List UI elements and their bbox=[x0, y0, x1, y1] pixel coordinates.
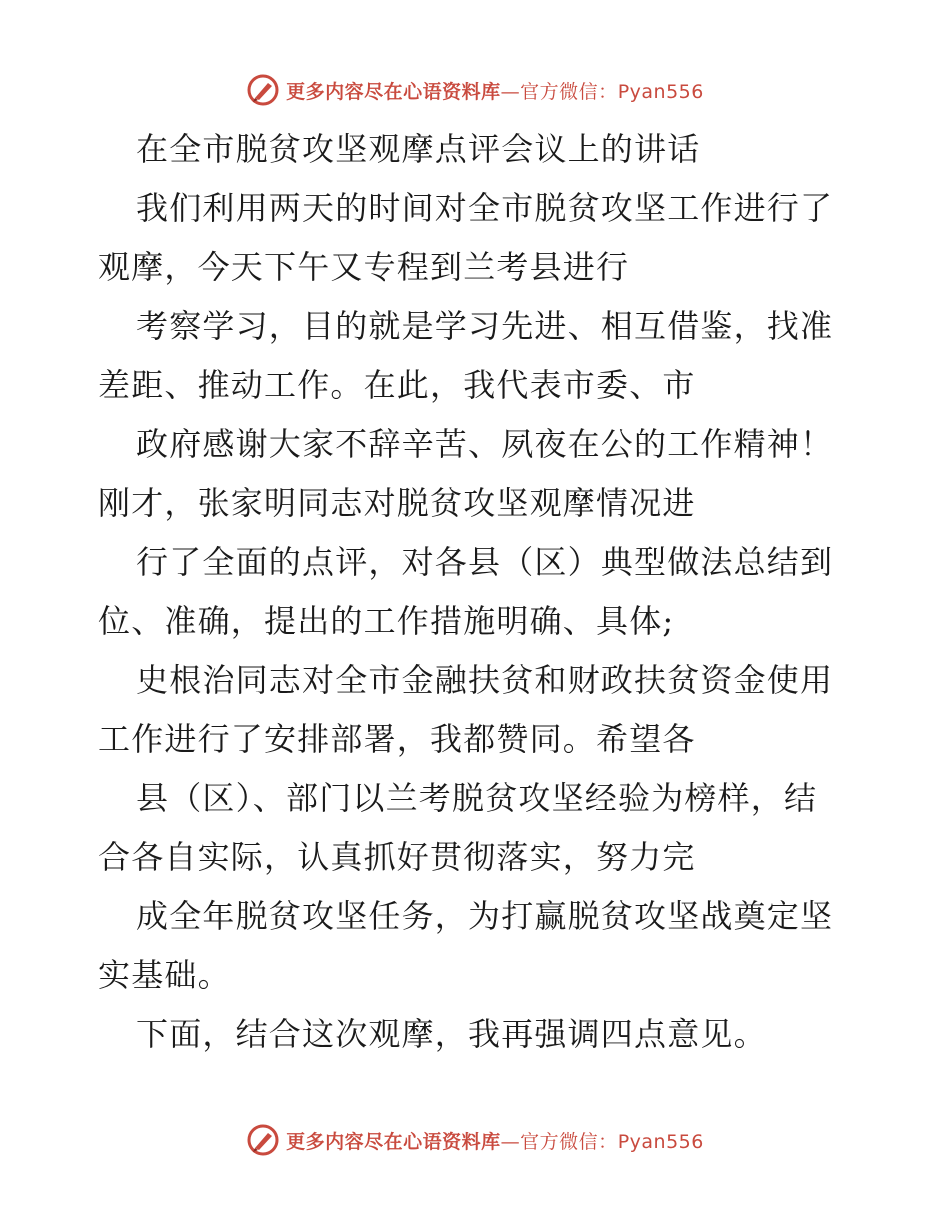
pen-logo-icon bbox=[246, 1123, 280, 1157]
paragraph-line: 考察学习，目的就是学习先进、相互借鉴，找准 bbox=[136, 307, 834, 345]
paragraph-line: 刚才，张家明同志对脱贫攻坚观摩情况进 bbox=[98, 484, 696, 522]
watermark-text: 更多内容尽在心语资料库—官方微信：Pyan556 bbox=[286, 80, 704, 103]
watermark-text: 更多内容尽在心语资料库—官方微信：Pyan556 bbox=[286, 1130, 704, 1153]
paragraph-line: 合各自实际，认真抓好贯彻落实，努力完 bbox=[98, 838, 696, 876]
paragraph-line: 史根治同志对全市金融扶贫和财政扶贫资金使用 bbox=[136, 661, 834, 699]
paragraph-line: 成全年脱贫攻坚任务，为打赢脱贫攻坚战奠定坚 bbox=[136, 897, 834, 935]
watermark-footer bbox=[0, 1120, 950, 1160]
paragraph-line: 位、准确，提出的工作措施明确、具体; bbox=[98, 602, 675, 640]
paragraph-line: 下面，结合这次观摩，我再强调四点意见。 bbox=[136, 1015, 767, 1053]
paragraph-line: 观摩，今天下午又专程到兰考县进行 bbox=[98, 248, 630, 286]
pen-logo-icon bbox=[246, 73, 280, 107]
watermark-header bbox=[0, 70, 950, 110]
document-title: 在全市脱贫攻坚观摩点评会议上的讲话 bbox=[136, 130, 701, 168]
paragraph-line: 工作进行了安排部署，我都赞同。希望各 bbox=[98, 720, 696, 758]
paragraph-line: 差距、推动工作。在此，我代表市委、市 bbox=[98, 366, 696, 404]
document-body bbox=[98, 120, 850, 1064]
paragraph-line: 政府感谢大家不辞辛苦、夙夜在公的工作精神！ bbox=[136, 425, 834, 463]
paragraph-line: 行了全面的点评，对各县（区）典型做法总结到 bbox=[136, 543, 834, 581]
paragraph-line: 我们利用两天的时间对全市脱贫攻坚工作进行了 bbox=[136, 189, 834, 227]
paragraph-line: 县（区）、部门以兰考脱贫攻坚经验为榜样，结 bbox=[136, 779, 818, 817]
paragraph-line: 实基础。 bbox=[98, 956, 231, 994]
